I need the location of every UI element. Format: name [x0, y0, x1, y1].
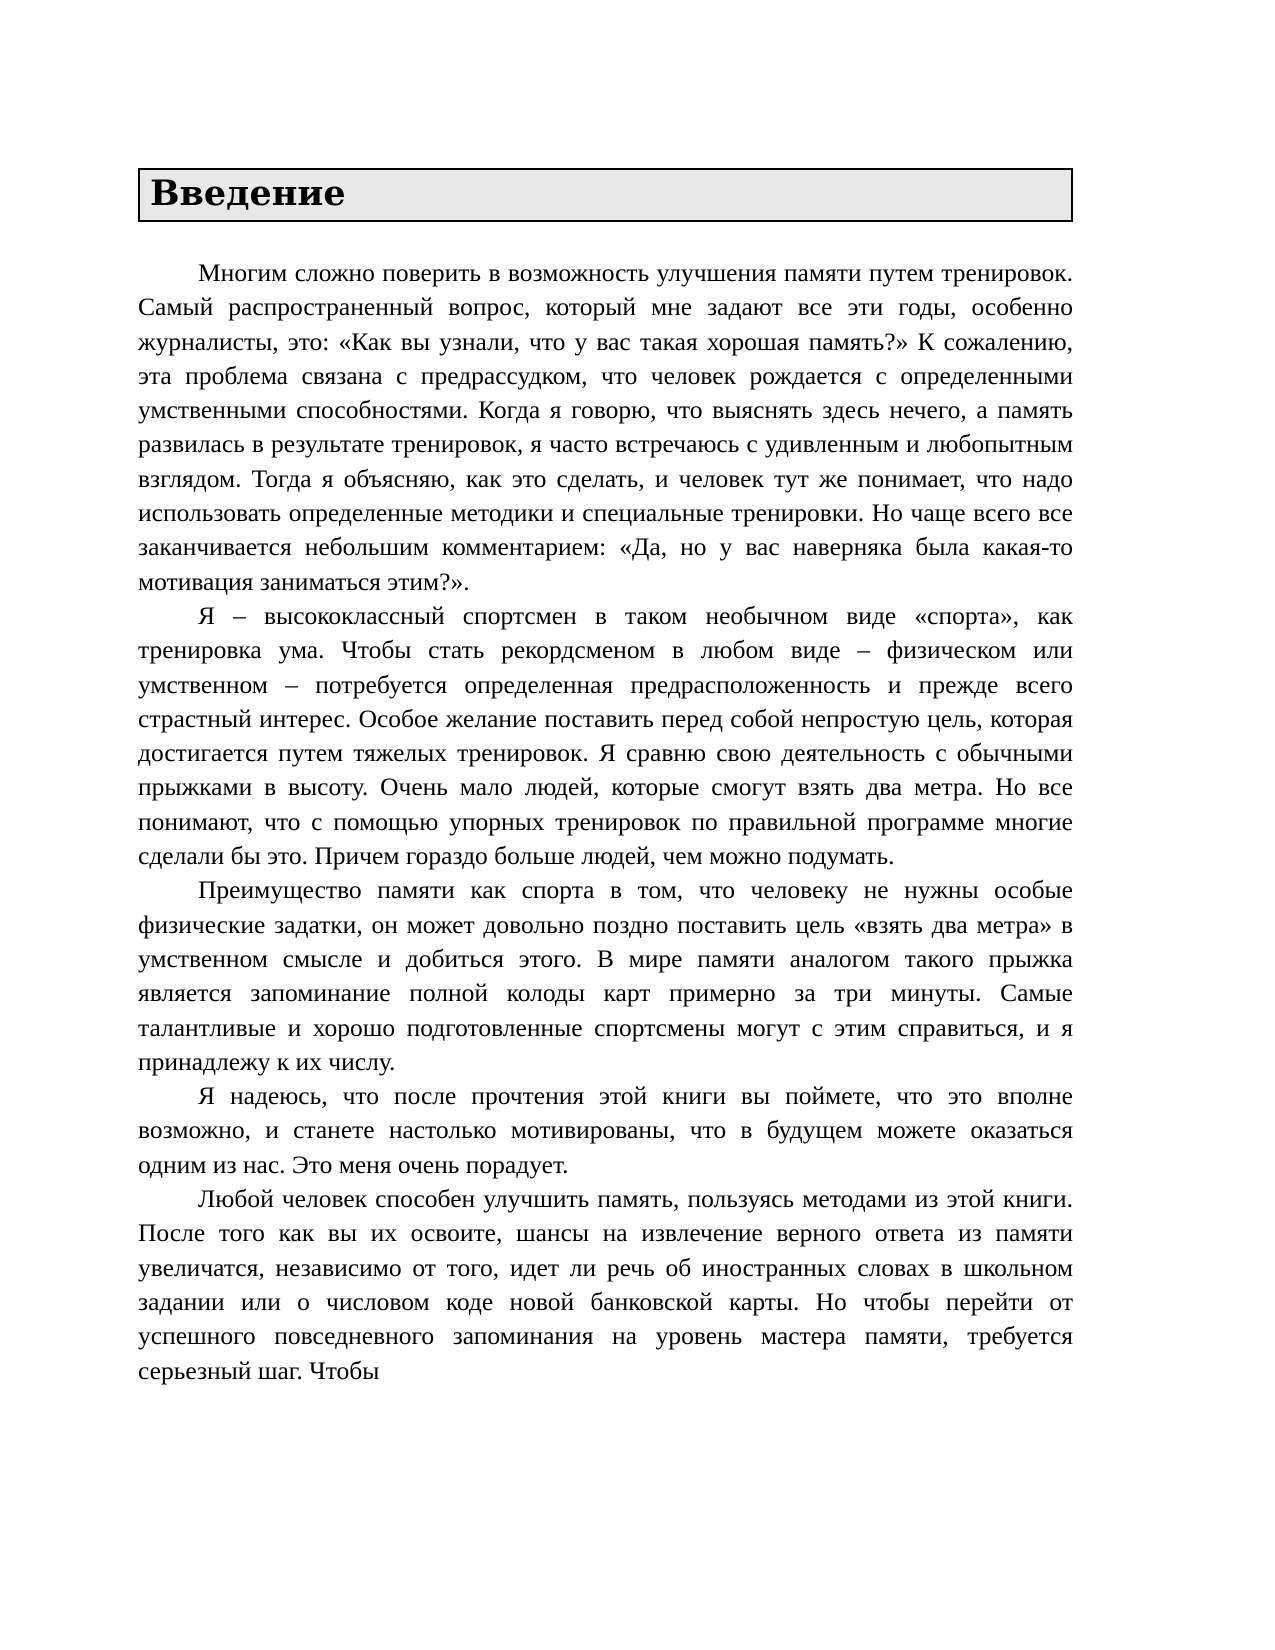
paragraph: Я – высококлассный спортсмен в таком необычном виде «спорта», как тренировка ума. Чтобы стать рекордсменом в любом виде – физическом или умственном – потребуется определенная предрасположенность и прежде всего страстный интерес. Особое желание поставить перед собой непростую цель, которая достигается путем тяжелых тренировок. Я сравню свою деятельность с обычными прыжками в высоту. Очень мало людей, которые смогут взять два метра. Но все понимают, что с помощью упорных тренировок по правильной программе многие сделали бы это. Причем гораздо больше людей, чем можно подумать. — [138, 600, 1073, 871]
paragraph: Любой человек способен улучшить память, пользуясь методами из этой книги. После того как вы их освоите, шансы на извлечение верного ответа из памяти увеличатся, независимо от того, идет ли речь об иностранных словах в школьном задании или о числовом коде новой банковской карты. Но чтобы перейти от успешного повседневного запоминания на уровень мастера памяти, требуется серьезный шаг. Чтобы — [138, 1184, 1073, 1385]
paragraph: Многим сложно поверить в возможность улучшения памяти путем тренировок. Самый распространенный вопрос, который мне задают все эти годы, особенно журналисты, это: «Как вы узнали, что у вас такая хорошая память?» К сожалению, эта проблема связана с предрассудком, что человек рождается с определенными умственными способностями. Когда я говорю, что выяснять здесь нечего, а память развилась в результате тренировок, я часто встречаюсь с удивленным и любопытным взглядом. Тогда я объясняю, как это сделать, и человек тут же понимает, что надо использовать определенные методики и специальные тренировки. Но чаще всего все заканчивается небольшим комментарием: «Да, но у вас наверняка была какая-то мотивация заниматься этим?». — [138, 258, 1073, 596]
page-content — [138, 168, 1073, 1388]
chapter-heading-title: Введение — [150, 172, 346, 214]
paragraph: Преимущество памяти как спорта в том, что человеку не нужны особые физические задатки, он может довольно поздно поставить цель «взять два метра» в умственном смысле и добиться этого. В мире памяти аналогом такого прыжка является запоминание полной колоды карт примерно за три минуты. Самые талантливые и хорошо подготовленные спортсмены могут с этим справиться, и я принадлежу к их числу. — [138, 875, 1073, 1076]
body-text — [138, 256, 1073, 1388]
chapter-heading-box — [138, 168, 1073, 222]
paragraph: Я надеюсь, что после прочтения этой книги вы поймете, что это вполне возможно, и станете настолько мотивированы, что в будущем можете оказаться одним из нас. Это меня очень порадует. — [138, 1081, 1073, 1179]
